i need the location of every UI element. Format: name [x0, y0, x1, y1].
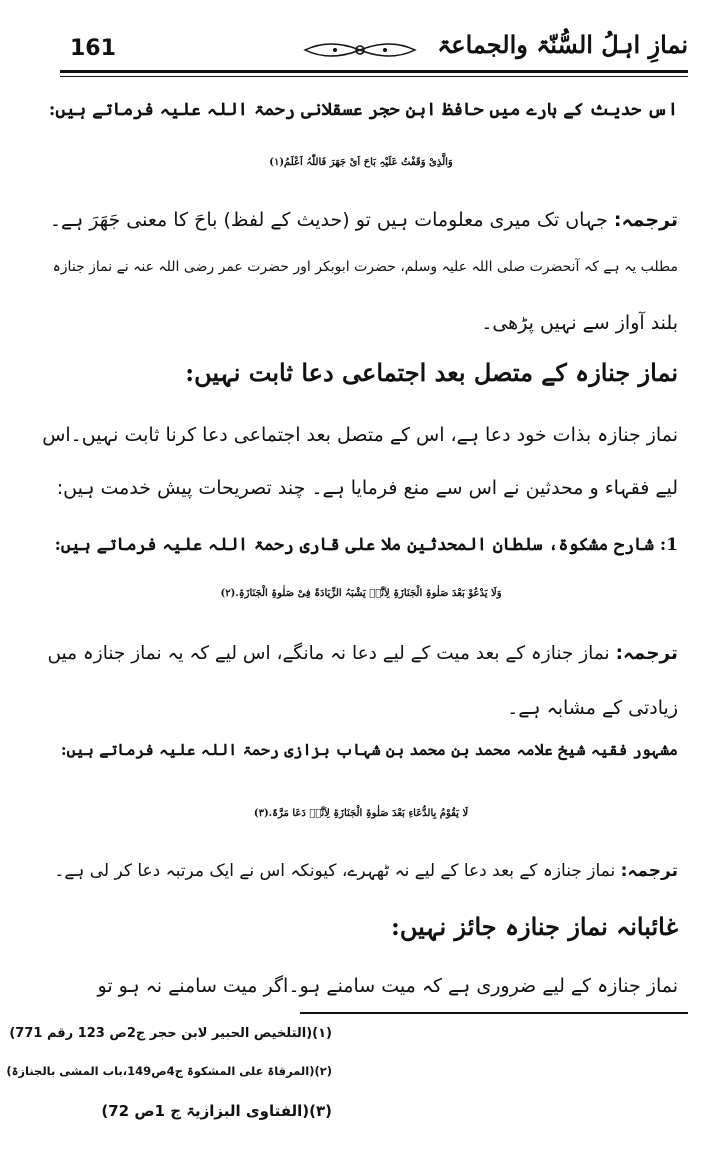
arabic-quote-3: لَا یَقُوْمُ بِالدُّعَاءِ بَعْدَ صَلٰوۃِ الْجَنَازَۃِ لِاَنَّہٗ دَعَا مَرَّۃً.(۳) — [253, 808, 469, 819]
ornament-icon — [300, 36, 420, 64]
footnote: (۲)(المرقاۃ علی المشکوۃ ج4ص149،باب المشی بالجنازۃ) — [6, 1064, 332, 1078]
translation-label: ترجمہ: — [620, 861, 678, 881]
running-title: نمازِ اہلُ السُّنّۃ والجماعۃ — [437, 30, 688, 59]
header-rule-thin — [60, 76, 688, 77]
paragraph-line: نماز جنازہ بذات خود دعا ہے، اس کے متصل بعد اجتماعی دعا کرنا ثابت نہیں۔اس — [42, 424, 678, 446]
footnote-rule — [300, 1012, 688, 1014]
header-rule — [60, 70, 688, 73]
translation-3 — [54, 860, 678, 881]
translation-1 — [50, 209, 678, 231]
translation-label: ترجمہ: — [613, 209, 678, 231]
item-number: 1: — [659, 535, 678, 555]
translation-label: ترجمہ: — [615, 643, 678, 664]
page-number: 161 — [70, 36, 116, 61]
paragraph-line: بلند آواز سے نہیں پڑھی۔ — [481, 312, 678, 334]
arabic-quote-2: وَلَا یَدْعُوْ بَعْدَ صَلٰوۃِ الْجَنَازَۃِ لِاَنَّہٗ یَشْبَہُ الزِّیَادَۃَ فِیْ صَلٰوۃِ الْجَنَازَۃِ.(۲) — [220, 588, 502, 599]
translation-text: نماز جنازہ کے بعد دعا کے لیے نہ ٹھہرے، کیونکہ اس نے ایک مرتبہ دعا کر لی ہے۔ — [54, 861, 616, 881]
heading-bazzazi: مشہور فقیہ شیخ علامہ محمد بن محمد بن شہاب بزازی رحمۃ اللہ علیہ فرماتے ہیں: — [60, 740, 678, 759]
arabic-quote-1: وَالَّذِیْ وَقَفْتُ عَلَیْہِ بَاحَ اَیْ جَھَرَ فَاللّٰہُ اَعْلَمُ(۱) — [269, 157, 453, 168]
heading-text: شارح مشکوۃ، سلطان المحدثین ملا علی قاری رحمۃ اللہ علیہ فرماتے ہیں: — [54, 535, 654, 555]
footnote: (۱)(التلخیص الحبیر لابن حجر ج2ص 123 رقم 771) — [9, 1026, 332, 1041]
translation-2 — [47, 643, 678, 664]
paragraph-line: مطلب یہ ہے کہ آنحضرت صلی اللہ علیہ وسلم، حضرت ابوبکر اور حضرت عمر رضی اللہ عنہ نے نماز جنازہ — [52, 259, 678, 275]
paragraph-line: زیادتی کے مشابہ ہے۔ — [507, 697, 678, 719]
heading-absentee-janazah: غائبانہ نماز جنازہ جائز نہیں: — [391, 912, 678, 941]
translation-text: جہاں تک میری معلومات ہیں تو (حدیث کے لفظ) باحَ کا معنی جَھَرَ ہے۔ — [49, 209, 608, 231]
page-header — [60, 30, 688, 70]
paragraph-line: لیے فقہاء و محدثین نے اس سے منع فرمایا ہے۔ چند تصریحات پیش خدمت ہیں: — [56, 477, 678, 499]
heading-mulla-ali-qari — [55, 534, 678, 555]
heading-no-collective-dua: نماز جنازہ کے متصل بعد اجتماعی دعا ثابت نہیں: — [185, 358, 678, 387]
heading-hafiz-ibn-hajar: اس حدیث کے بارے میں حافظ ابن حجر عسقلانی رحمۃ اللہ علیہ فرماتے ہیں: — [48, 100, 678, 120]
footnote: (۳)(الفتاوی البزازیۃ ج 1ص 72) — [101, 1102, 332, 1120]
translation-text: نماز جنازہ کے بعد میت کے لیے دعا نہ مانگے، اس لیے کہ یہ نماز جنازہ میں — [47, 643, 610, 664]
paragraph-line: نماز جنازہ کے لیے ضروری ہے کہ میت سامنے ہو۔اگر میت سامنے نہ ہو تو — [97, 975, 678, 997]
